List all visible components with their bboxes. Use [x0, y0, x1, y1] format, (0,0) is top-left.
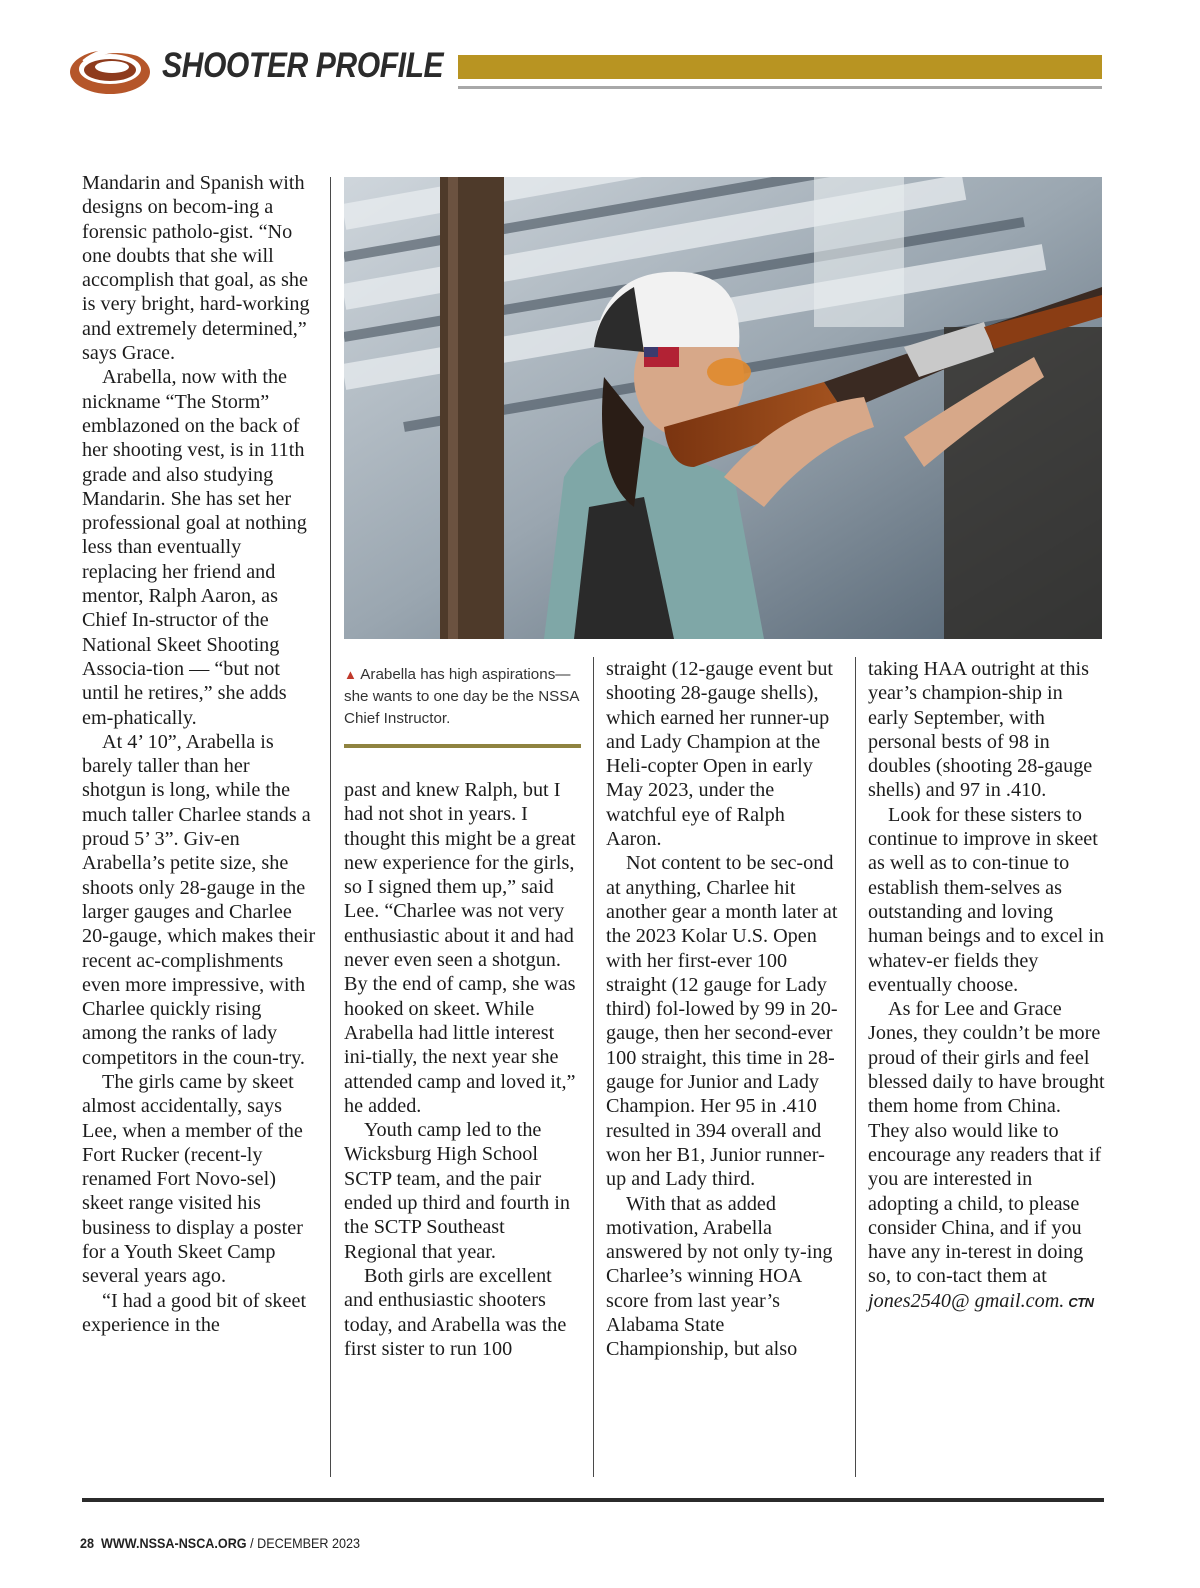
- column-divider: [855, 657, 856, 1477]
- paragraph: Not content to be sec-ond at anything, Charlee hit another gear a month later at the 2023 Kolar U.S. Open with her first-ever 100 straight (12 gauge for Lady third) fol-lowed by 99 in 20-gauge, then her second-ever 100 straight, this time in 28-gauge for Junior and Lady Champion. Her 95 in .410 resulted in 394 overall and won her B1, Junior runner-up and Lady third.: [606, 852, 838, 1191]
- paragraph: The girls came by skeet almost accidentally, says Lee, when a member of the Fort Rucker (recent-ly renamed Fort Novo-sel) skeet range visited his business to display a poster for a Youth Skeet Camp several years ago.: [82, 1070, 303, 1288]
- closing-text: As for Lee and Grace Jones, they couldn’t be more proud of their girls and feel blessed daily to have brought them home from China. They also would like to encourage any readers that if you are interested in adopting a child, to please consider China, and if you have any in-terest in doing so, to con-tact them at: [868, 998, 1105, 1288]
- contact-email: jones2540@ gmail.com.: [868, 1289, 1065, 1312]
- header-rule: [458, 86, 1102, 89]
- article-column-2: [344, 778, 582, 1361]
- photo-shooter-aiming-shotgun: [344, 177, 1102, 639]
- page-number: 28: [80, 1535, 95, 1551]
- end-mark-logo: CTN: [1068, 1294, 1094, 1310]
- footer-separator: /: [246, 1535, 258, 1551]
- clay-target-icon: [66, 40, 156, 98]
- caption-text: Arabella has high aspirations—she wants to one day be the NSSA Chief Instructor.: [344, 666, 579, 727]
- issue-date: DECEMBER 2023: [257, 1535, 361, 1551]
- paragraph: Arabella, now with the nickname “The Storm” emblazoned on the back of her shooting vest, is in 11th grade and also studying Mandarin. She has set her professional goal at nothing less than eventually replacing her friend and mentor, Ralph Aaron, as Chief In-structor of the National Skeet Shooting Associa-tion — “but not until he retires,” she adds em-phatically.: [82, 366, 307, 729]
- triangle-up-icon: ▲: [344, 667, 357, 682]
- paragraph: Youth camp led to the Wicksburg High School SCTP team, and the pair ended up third and fourth in the SCTP Southeast Regional that year.: [344, 1119, 570, 1263]
- paragraph: “I had a good bit of skeet experience in the: [82, 1289, 307, 1336]
- website-link[interactable]: WWW.NSSA-NSCA.ORG: [101, 1535, 247, 1551]
- paragraph: Both girls are excellent and enthusiastic shooters today, and Arabella was the first sister to run 100: [344, 1264, 567, 1360]
- article-column-1: [82, 171, 318, 1337]
- section-title: SHOOTER PROFILE: [162, 46, 444, 85]
- paragraph: taking HAA outright at this year’s champion-ship in early September, with personal bests of 98 in doubles (shooting 28-gauge shells) and 97 in .410.: [868, 658, 1093, 802]
- paragraph-closing: [868, 997, 1106, 1315]
- article-photo: [344, 177, 1102, 639]
- footer-rule: [82, 1498, 1104, 1502]
- paragraph: With that as added motivation, Arabella answered by not only ty-ing Charlee’s winning HOA score from last year’s Alabama State Championship, but also: [606, 1192, 833, 1361]
- article-column-4: [868, 657, 1106, 1315]
- column-divider: [330, 177, 331, 1477]
- paragraph: straight (12-gauge event but shooting 28-gauge shells), which earned her runner-up and Lady Champion at the Heli-copter Open in early May 2023, under the watchful eye of Ralph Aaron.: [606, 658, 834, 851]
- article-column-3: [606, 657, 844, 1362]
- caption-rule: [344, 744, 581, 748]
- paragraph: past and knew Ralph, but I had not shot in years. I thought this might be a great new experience for the girls, so I signed them up,” said Lee. “Charlee was not very enthusiastic about it and had never even seen a shotgun. By the end of camp, she was hooked on skeet. While Arabella had little interest ini-tially, the next year she attended camp and loved it,” he added.: [344, 779, 576, 1117]
- paragraph: Look for these sisters to continue to improve in skeet as well as to con-tinue to establish them-selves as outstanding and loving human beings and to excel in whatev-er fields they eventually choose.: [868, 803, 1105, 996]
- header-accent-bar: [458, 55, 1102, 79]
- page-header: [66, 40, 1106, 100]
- photo-caption: [344, 664, 580, 730]
- paragraph: At 4’ 10”, Arabella is barely taller than her shotgun is long, while the much taller Charlee stands a proud 5’ 3”. Giv-en Arabella’s petite size, she shoots only 28-gauge in the larger gauges and Charlee 20-gauge, which makes their recent ac-complishments even more impressive, with Charlee quickly rising among the ranks of lady competitors in the coun-try.: [82, 730, 316, 1069]
- page-footer: [80, 1535, 360, 1551]
- column-divider: [593, 657, 594, 1477]
- paragraph: Mandarin and Spanish with designs on becom-ing a forensic patholo-gist. “No one doubts that she will accomplish that goal, as she is very bright, hard-working and extremely determined,” says Grace.: [82, 172, 310, 365]
